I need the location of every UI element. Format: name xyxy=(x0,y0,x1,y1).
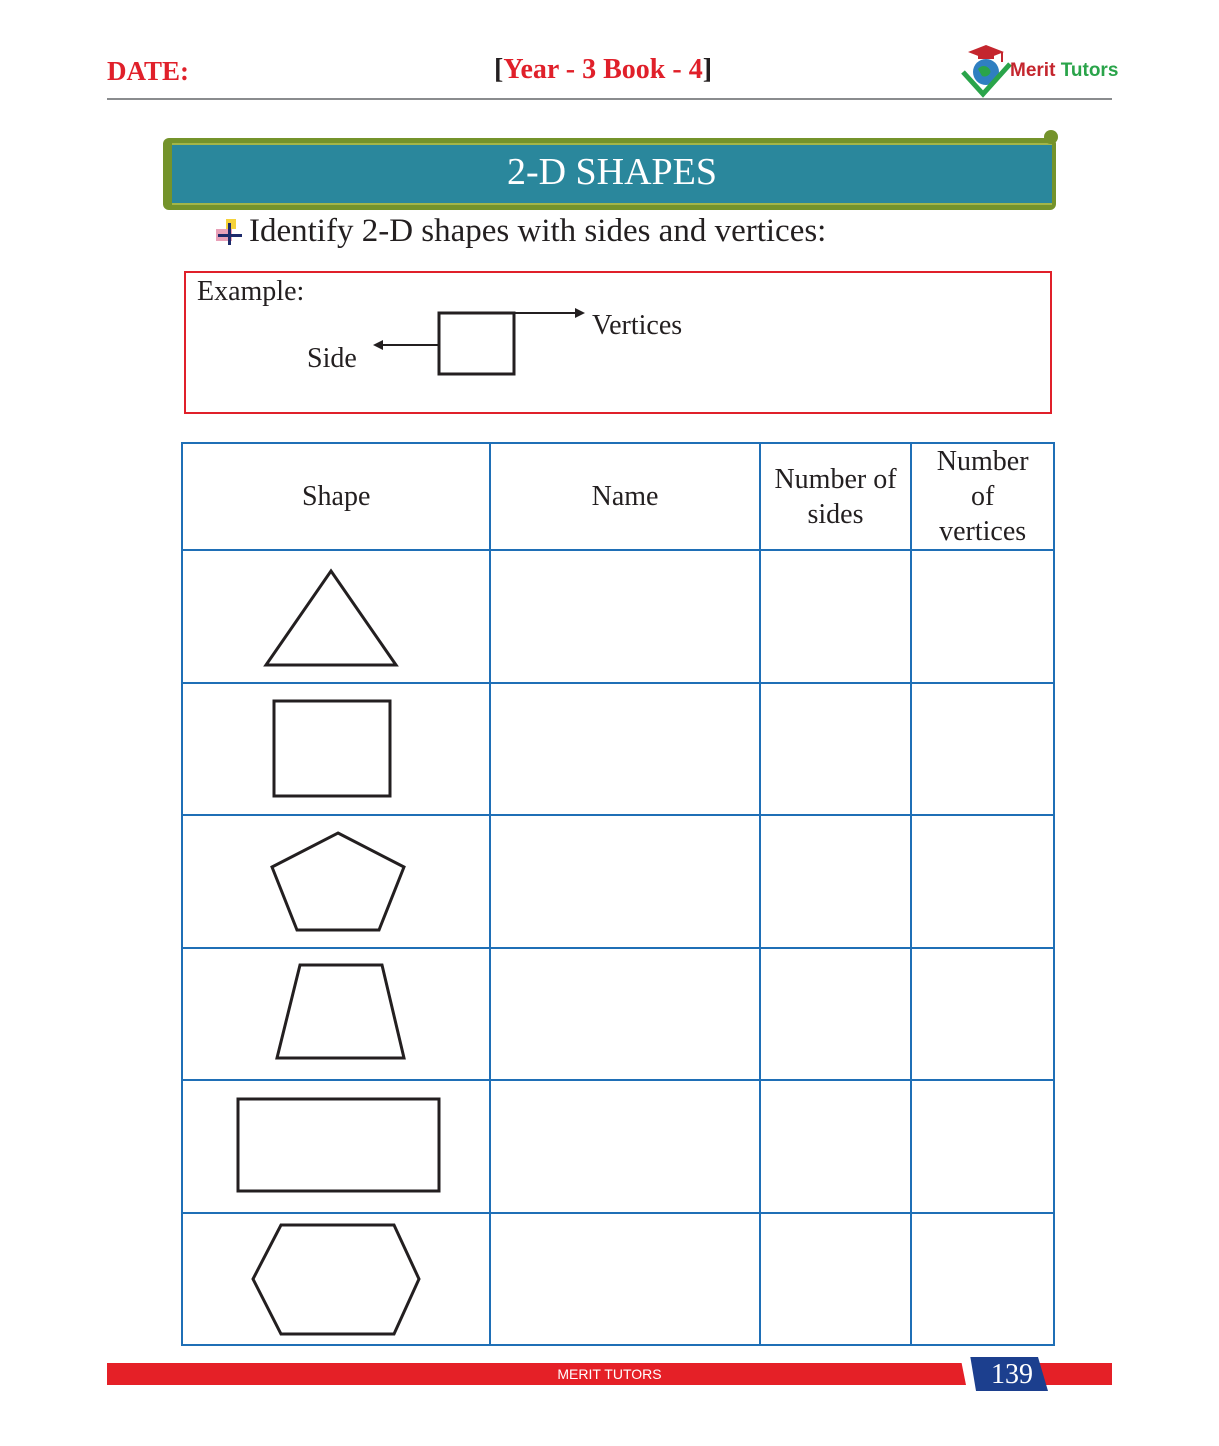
header-divider xyxy=(107,98,1112,100)
logo-brand-name xyxy=(1010,60,1118,82)
name-answer-cell[interactable] xyxy=(490,815,759,947)
header-number-of-sides-text: Number of sides xyxy=(774,463,897,530)
vertices-answer-cell[interactable] xyxy=(911,683,1054,815)
table-header-row xyxy=(182,443,1054,550)
sides-answer-cell[interactable] xyxy=(760,683,912,815)
vertices-label: Vertices xyxy=(592,310,683,341)
header-number-of-vertices-text: Number of vertices xyxy=(936,446,1029,548)
vertices-answer-cell[interactable] xyxy=(911,948,1054,1080)
bullet-icon xyxy=(214,217,244,247)
instruction-text: Identify 2-D shapes with sides and vertices: xyxy=(249,213,827,249)
logo-word-tutors: Tutors xyxy=(1060,60,1119,81)
table-row xyxy=(182,550,1054,682)
rectangle-shape xyxy=(186,1086,486,1206)
shape-cell xyxy=(182,948,490,1080)
page-title: 2-D SHAPES xyxy=(506,151,718,193)
shapes-table xyxy=(181,442,1055,1346)
example-label: Example: xyxy=(197,276,305,307)
sides-answer-cell[interactable] xyxy=(760,1213,912,1345)
book-title xyxy=(494,54,712,86)
square-shape xyxy=(186,689,486,809)
table-row xyxy=(182,1213,1054,1345)
table-row xyxy=(182,948,1054,1080)
pentagon-shape xyxy=(186,821,486,941)
header-shape: Shape xyxy=(182,443,490,550)
book-title-text: Year - 3 Book - 4 xyxy=(503,54,703,85)
vertices-answer-cell[interactable] xyxy=(911,1213,1054,1345)
shape-cell xyxy=(182,683,490,815)
page-number: 139 xyxy=(991,1359,1033,1390)
sides-answer-cell[interactable] xyxy=(760,948,912,1080)
sides-answer-cell[interactable] xyxy=(760,1080,912,1212)
trapezium-shape xyxy=(186,954,486,1074)
book-title-open-bracket: [ xyxy=(494,54,504,85)
header-number-of-sides xyxy=(760,443,912,550)
shape-cell xyxy=(182,1080,490,1212)
example-square xyxy=(439,313,514,374)
globe-graduation-cap-icon xyxy=(958,42,1014,98)
vertices-answer-cell[interactable] xyxy=(911,550,1054,682)
vertices-answer-cell[interactable] xyxy=(911,815,1054,947)
example-square-diagram xyxy=(360,300,600,382)
header-name: Name xyxy=(490,443,759,550)
shape-cell xyxy=(182,550,490,682)
sides-answer-cell[interactable] xyxy=(760,550,912,682)
date-label: DATE: xyxy=(107,56,190,86)
name-answer-cell[interactable] xyxy=(490,1213,759,1345)
side-label: Side xyxy=(307,343,357,374)
title-banner-scroll-knob xyxy=(1044,130,1058,144)
shape-cell xyxy=(182,1213,490,1345)
side-arrow xyxy=(373,340,439,350)
table-row xyxy=(182,683,1054,815)
shape-cell xyxy=(182,815,490,947)
header-number-of-vertices xyxy=(911,443,1054,550)
vertices-arrow xyxy=(514,308,585,318)
vertices-answer-cell[interactable] xyxy=(911,1080,1054,1212)
table-row xyxy=(182,815,1054,947)
hexagon-shape xyxy=(186,1219,486,1339)
merit-tutors-logo xyxy=(958,42,1118,98)
name-answer-cell[interactable] xyxy=(490,948,759,1080)
name-answer-cell[interactable] xyxy=(490,1080,759,1212)
name-answer-cell[interactable] xyxy=(490,550,759,682)
footer-text: MERIT TUTORS xyxy=(557,1366,662,1382)
logo-word-merit: Merit xyxy=(1010,60,1056,81)
book-title-close-bracket: ] xyxy=(702,54,713,85)
table-row xyxy=(182,1080,1054,1212)
sides-answer-cell[interactable] xyxy=(760,815,912,947)
triangle-shape xyxy=(186,557,486,677)
name-answer-cell[interactable] xyxy=(490,683,759,815)
